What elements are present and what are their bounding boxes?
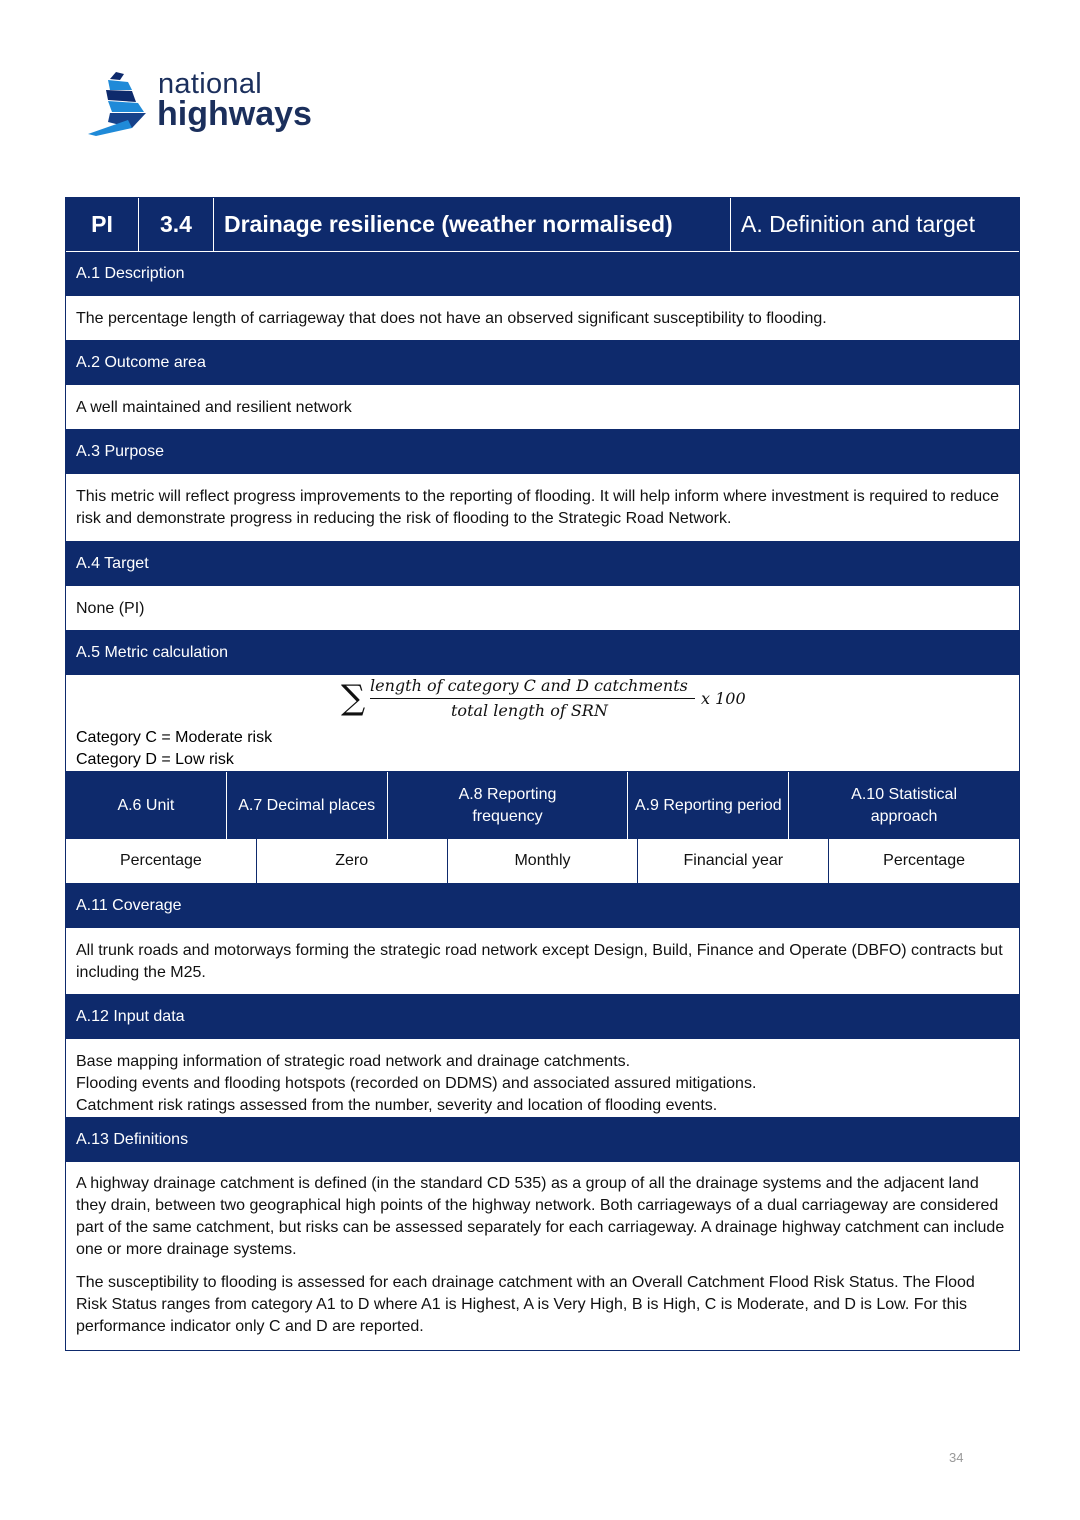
value-statistical-approach: Percentage [829, 839, 1019, 884]
input-data-line: Flooding events and flooding hotspots (recorded on DDMS) and associated assured mitigations. [76, 1075, 757, 1092]
definitions-paragraph: The susceptibility to flooding is assessed for each drainage catchment with an Overall Catchment Flood Risk Status. The Flood Risk Status ranges from category A1 to D where A1 is Highest, A is Very High, B is High, C is Moderate, and D is Low. For this performance indicator only C and D are reported. [76, 1274, 975, 1335]
coverage-value: All trunk roads and motorways forming the strategic road network except Design, Build, Finance and Operate (DBFO) contracts but including the M25. [66, 929, 1019, 995]
header-unit: A.6 Unit [66, 772, 227, 839]
section-header-metric-calculation: A.5 Metric calculation [66, 631, 1019, 676]
value-unit: Percentage [66, 839, 257, 884]
purpose-value: This metric will reflect progress improvements to the reporting of flooding. It will help inform where investment is required to reduce risk and demonstrate progress in reducing the risk of flooding to the Strategic Road Network. [66, 475, 1019, 542]
input-data-line: Catchment risk ratings assessed from the number, severity and location of flooding events. [76, 1097, 718, 1114]
logo-text-highways: highways [157, 95, 312, 133]
metric-calculation [66, 676, 1019, 772]
header-reporting-frequency: A.8 Reporting frequency [388, 772, 629, 839]
value-reporting-period: Financial year [638, 839, 829, 884]
formula-numerator: length of category C and D catchments [370, 676, 688, 695]
section-header-target: A.4 Target [66, 542, 1019, 587]
section-header-definitions: A.13 Definitions [66, 1118, 1019, 1163]
definitions-value [66, 1163, 1019, 1350]
definitions-paragraph: A highway drainage catchment is defined (in the standard CD 535) as a group of all the drainage systems and the adjacent land they drain, between two geographical high points of the highway network. Both carriageways of a dual carriageway are considered part of the same catchment, but risks can be assessed separately for each carriageway. A drainage highway catchment can include one or more drainage systems. [76, 1175, 1005, 1258]
section-header-description: A.1 Description [66, 252, 1019, 297]
pi-label: PI [66, 198, 139, 251]
category-d: Category D = Low risk [76, 751, 234, 768]
section-header-input-data: A.12 Input data [66, 995, 1019, 1040]
header-decimal-places: A.7 Decimal places [227, 772, 388, 839]
outcome-area-value: A well maintained and resilient network [66, 386, 1019, 430]
logo-mark-icon [88, 70, 154, 136]
pi-definition-table [65, 197, 1020, 1351]
attributes-value-row [66, 839, 1019, 884]
value-reporting-frequency: Monthly [448, 839, 639, 884]
sigma-symbol: ∑ [341, 678, 366, 718]
section-title: A. Definition and target [741, 211, 975, 237]
table-header-row [66, 198, 1019, 252]
target-value: None (PI) [66, 587, 1019, 631]
formula-multiplier: x 100 [701, 689, 746, 708]
pi-number: 3.4 [139, 198, 214, 251]
national-highways-logo [88, 68, 328, 140]
section-header-outcome-area: A.2 Outcome area [66, 341, 1019, 386]
pi-title: Drainage resilience (weather normalised) [214, 198, 731, 251]
section-header-coverage: A.11 Coverage [66, 884, 1019, 929]
page-number: 34 [949, 1450, 964, 1465]
input-data-value [66, 1040, 1019, 1118]
category-c: Category C = Moderate risk [76, 729, 273, 746]
description-value: The percentage length of carriageway that does not have an observed significant susceptibility to flooding. [66, 297, 1019, 341]
header-reporting-period: A.9 Reporting period [628, 772, 789, 839]
input-data-line: Base mapping information of strategic road network and drainage catchments. [76, 1053, 631, 1070]
fraction-bar [370, 698, 695, 699]
section-header-purpose: A.3 Purpose [66, 430, 1019, 475]
formula-denominator: total length of SRN [451, 701, 608, 720]
attributes-header-row [66, 772, 1019, 839]
logo-text-national: national [158, 68, 262, 100]
header-statistical-approach: A.10 Statistical approach [789, 772, 1019, 839]
category-legend [76, 727, 272, 771]
value-decimal-places: Zero [257, 839, 448, 884]
